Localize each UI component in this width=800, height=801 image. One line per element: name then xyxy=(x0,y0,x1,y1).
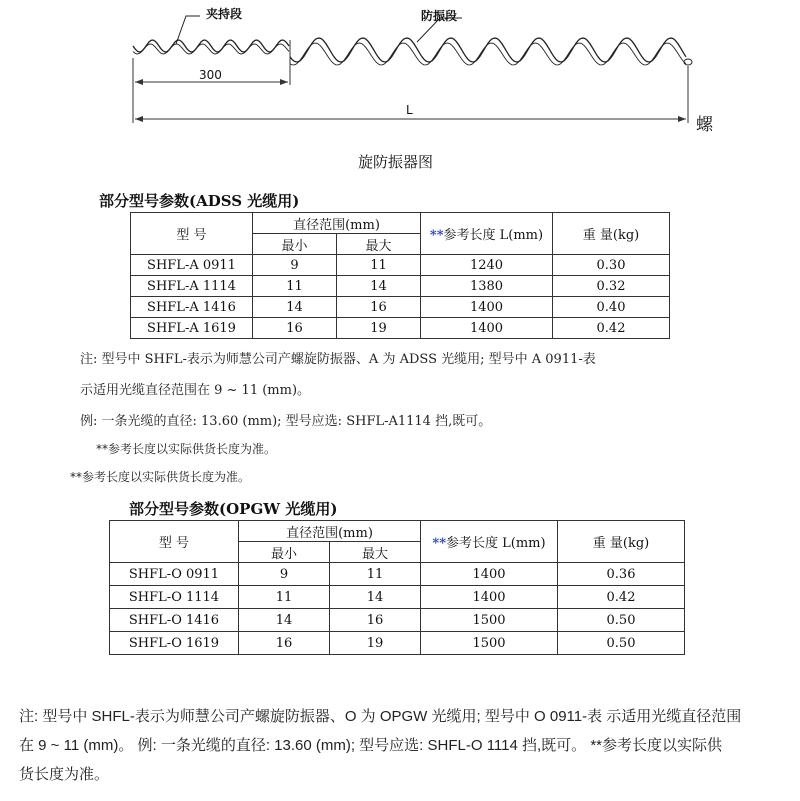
max-cell: 14 xyxy=(330,586,421,609)
opgw-header-model: 型 号 xyxy=(110,521,239,563)
opgw-length-label: 参考长度 L(mm) xyxy=(446,536,546,551)
model-cell: SHFL-O 0911 xyxy=(110,563,239,586)
arrow-right-300 xyxy=(280,79,288,85)
adss-reference-note-1: **参考长度以实际供货长度为准。 xyxy=(96,442,277,456)
model-cell: SHFL-A 0911 xyxy=(131,255,253,276)
dimension-label-300: 300 xyxy=(199,68,222,82)
opgw-header-weight: 重 量(kg) xyxy=(558,521,685,563)
dimension-label-L: L xyxy=(406,103,413,117)
model-cell: SHFL-O 1619 xyxy=(110,632,239,655)
adss-note-line-2: 示适用光缆直径范围在 9 ~ 11 (mm)。 xyxy=(80,383,311,398)
length-cell: 1500 xyxy=(421,632,558,655)
arrow-left-L xyxy=(135,116,143,122)
table-row xyxy=(110,632,685,655)
min-cell: 14 xyxy=(239,609,330,632)
min-cell: 11 xyxy=(239,586,330,609)
weight-cell: 0.40 xyxy=(553,297,670,318)
table-row xyxy=(110,563,685,586)
adss-length-marker: ** xyxy=(429,228,444,243)
model-cell: SHFL-O 1114 xyxy=(110,586,239,609)
adss-header-weight: 重 量(kg) xyxy=(553,213,670,255)
min-cell: 11 xyxy=(253,276,337,297)
opgw-length-marker: ** xyxy=(432,536,447,551)
table-row xyxy=(131,318,670,339)
adss-header-diameter: 直径范围(mm) xyxy=(253,213,421,234)
weight-cell: 0.36 xyxy=(558,563,685,586)
weight-cell: 0.42 xyxy=(553,318,670,339)
adss-note-line-1: 注: 型号中 SHFL-表示为师慧公司产螺旋防振器、A 为 ADSS 光缆用; 型号中 A 0911-表 xyxy=(80,352,596,367)
weight-cell: 0.30 xyxy=(553,255,670,276)
opgw-header-length xyxy=(421,521,558,563)
adss-reference-note-2: **参考长度以实际供货长度为准。 xyxy=(70,470,251,484)
opgw-title: 部分型号参数(OPGW 光缆用) xyxy=(129,500,338,518)
table-row xyxy=(131,297,670,318)
table-row xyxy=(110,609,685,632)
length-cell: 1400 xyxy=(421,297,553,318)
adss-header-length xyxy=(421,213,553,255)
max-cell: 19 xyxy=(330,632,421,655)
weight-cell: 0.50 xyxy=(558,609,685,632)
table-row xyxy=(110,586,685,609)
footer-note-line-1: 注: 型号中 SHFL-表示为师慧公司产螺旋防振器、O 为 OPGW 光缆用; 型号中 O 0911-表 示适用光缆直径范围 xyxy=(19,708,742,725)
label-clamp-section: 夹持段 xyxy=(206,7,243,21)
arrow-left-300 xyxy=(135,79,143,85)
max-cell: 11 xyxy=(337,255,421,276)
opgw-header-min: 最小 xyxy=(239,542,330,563)
min-cell: 9 xyxy=(239,563,330,586)
min-cell: 9 xyxy=(253,255,337,276)
adss-header-max: 最大 xyxy=(337,234,421,255)
opgw-spec-table xyxy=(109,520,685,655)
adss-example: 例: 一条光缆的直径: 13.60 (mm); 型号应选: SHFL-A1114 挡,既可。 xyxy=(80,414,492,429)
table-row xyxy=(131,255,670,276)
side-character: 螺 xyxy=(696,115,713,135)
length-cell: 1240 xyxy=(421,255,553,276)
diagram-caption: 旋防振器图 xyxy=(358,153,434,171)
opgw-header-diameter: 直径范围(mm) xyxy=(239,521,421,542)
adss-header-row-1 xyxy=(131,213,670,234)
opgw-header-max: 最大 xyxy=(330,542,421,563)
adss-spec-table xyxy=(130,212,670,339)
opgw-header-row-1 xyxy=(110,521,685,542)
max-cell: 16 xyxy=(330,609,421,632)
max-cell: 19 xyxy=(337,318,421,339)
weight-cell: 0.32 xyxy=(553,276,670,297)
model-cell: SHFL-A 1416 xyxy=(131,297,253,318)
spiral-damper-diagram xyxy=(0,0,800,175)
adss-header-min: 最小 xyxy=(253,234,337,255)
max-cell: 11 xyxy=(330,563,421,586)
adss-length-label: 参考长度 L(mm) xyxy=(443,228,544,243)
model-cell: SHFL-A 1619 xyxy=(131,318,253,339)
length-cell: 1400 xyxy=(421,318,553,339)
min-cell: 14 xyxy=(253,297,337,318)
model-cell: SHFL-O 1416 xyxy=(110,609,239,632)
adss-title: 部分型号参数(ADSS 光缆用) xyxy=(99,192,300,210)
max-cell: 16 xyxy=(337,297,421,318)
arrow-right-L xyxy=(678,116,686,122)
table-row xyxy=(131,276,670,297)
spiral-end-cap xyxy=(684,59,692,65)
min-cell: 16 xyxy=(239,632,330,655)
length-cell: 1380 xyxy=(421,276,553,297)
weight-cell: 0.50 xyxy=(558,632,685,655)
footer-note xyxy=(19,702,789,789)
adss-header-model: 型 号 xyxy=(131,213,253,255)
footer-note-line-2: 在 9 ~ 11 (mm)。 例: 一条光缆的直径: 13.60 (mm); 型号应选: SHFL-O 1114 挡,既可。 **参考长度以实际供 xyxy=(19,737,723,754)
model-cell: SHFL-A 1114 xyxy=(131,276,253,297)
length-cell: 1400 xyxy=(421,586,558,609)
min-cell: 16 xyxy=(253,318,337,339)
length-cell: 1500 xyxy=(421,609,558,632)
max-cell: 14 xyxy=(337,276,421,297)
length-cell: 1400 xyxy=(421,563,558,586)
weight-cell: 0.42 xyxy=(558,586,685,609)
footer-note-line-3: 货长度为准。 xyxy=(19,766,110,783)
spiral-wave-line xyxy=(133,38,686,62)
label-damper-section: 防振段 xyxy=(421,9,458,23)
